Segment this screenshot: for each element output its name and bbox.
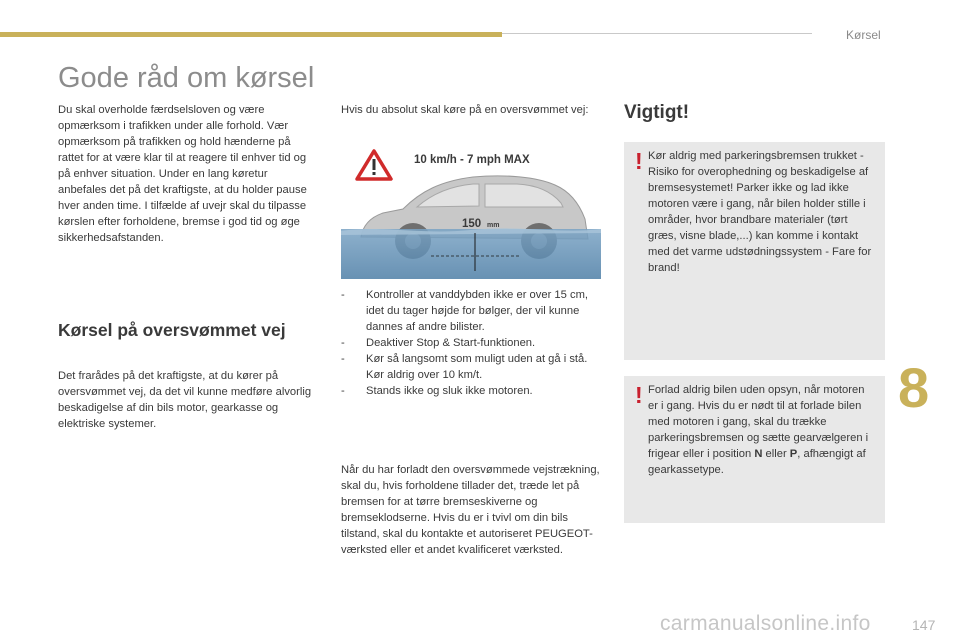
list-item: - Kør så langsomt som muligt uden at gå i stå. Kør aldrig over 10 km/t.: [341, 353, 588, 381]
depth-unit-label: mm: [487, 222, 500, 229]
warning-box-parking-brake: [624, 142, 885, 360]
flooded-road-instructions: [341, 287, 606, 399]
list-item: - Kontroller at vanddybden ikke er over 15 cm, idet du tager højde for bølger, der vil kunne dannes af andre bilister.: [341, 289, 589, 333]
exclamation-icon: !: [635, 148, 643, 174]
page-title: Gode råd om kørsel: [58, 62, 315, 94]
intro-paragraph: Du skal overholde færdselsloven og være opmærksom i trafikken under alle forhold. Vær opmærksom på trafikken og hold hænderne på rattet for at være klar til at reagere til enhver tid og på enhver situation. Under en lang køretur anbefales det på det kraftigste, at du holder pause hver anden time. I tilfælde af uvejr skal du tilpasse kørslen efter forholdene, bremse i god tid og øge sikkerhedsafstanden.: [58, 104, 307, 244]
list-item: - Stands ikke og sluk ikke motoren.: [341, 385, 533, 397]
warning-text: Forlad aldrig bilen uden opsyn, når motoren er i gang. Hvis du er nødt til at forlade bilen med motoren i gang, skal du trække parkeringsbremsen og sætte gearvælgeren i frigear eller i position N eller P, afhængigt af gearkassetype.: [648, 384, 869, 476]
after-flooding-paragraph: Når du har forladt den oversvømmede vejstrækning, skal du, hvis forholdene tillader det, træde let på bremsen for at tørre bremseskiverne og bremseklodserne. Hvis du er i tvivl om din bils tilstand, skal du kontakte et autoriseret PEUGEOT-værksted eller et andet kvalificeret værksted.: [341, 464, 600, 556]
flooded-car-illustration: [341, 143, 601, 279]
important-heading: Vigtigt!: [624, 102, 690, 123]
header-rule: [502, 33, 812, 34]
chapter-number: 8: [898, 356, 930, 419]
header-accent-bar: [0, 32, 502, 37]
section-label: Kørsel: [846, 28, 881, 42]
list-item: - Deaktiver Stop & Start-funktionen.: [341, 337, 536, 349]
warning-box-unattended: [624, 376, 885, 523]
flooded-road-heading: Kørsel på oversvømmet vej: [58, 320, 286, 340]
page-number: 147: [912, 617, 936, 633]
flooded-road-paragraph: Det frarådes på det kraftigste, at du kører på oversvømmet vej, da det vil kunne medføre alvorlig beskadigelse af din bils motor, gearkasse og elektriske systemer.: [58, 370, 312, 430]
exclamation-icon: !: [635, 382, 643, 408]
depth-value-label: 150: [462, 218, 482, 230]
speed-limit-label: 10 km/h - 7 mph MAX: [414, 154, 530, 166]
watermark: carmanualsonline.info: [660, 612, 871, 635]
must-drive-intro: Hvis du absolut skal køre på en oversvømmet vej:: [341, 104, 589, 116]
warning-text: Kør aldrig med parkeringsbremsen trukket - Risiko for overophedning og beskadigelse af bremsesystemet! Parker ikke og lad ikke motoren være i gang, når bilen holder stille i områder, hvor brandbare materialer (tørt græs, visne blade,...) kan komme i kontakt med det varme udstødningssystem - Fare for brand!: [648, 150, 872, 274]
